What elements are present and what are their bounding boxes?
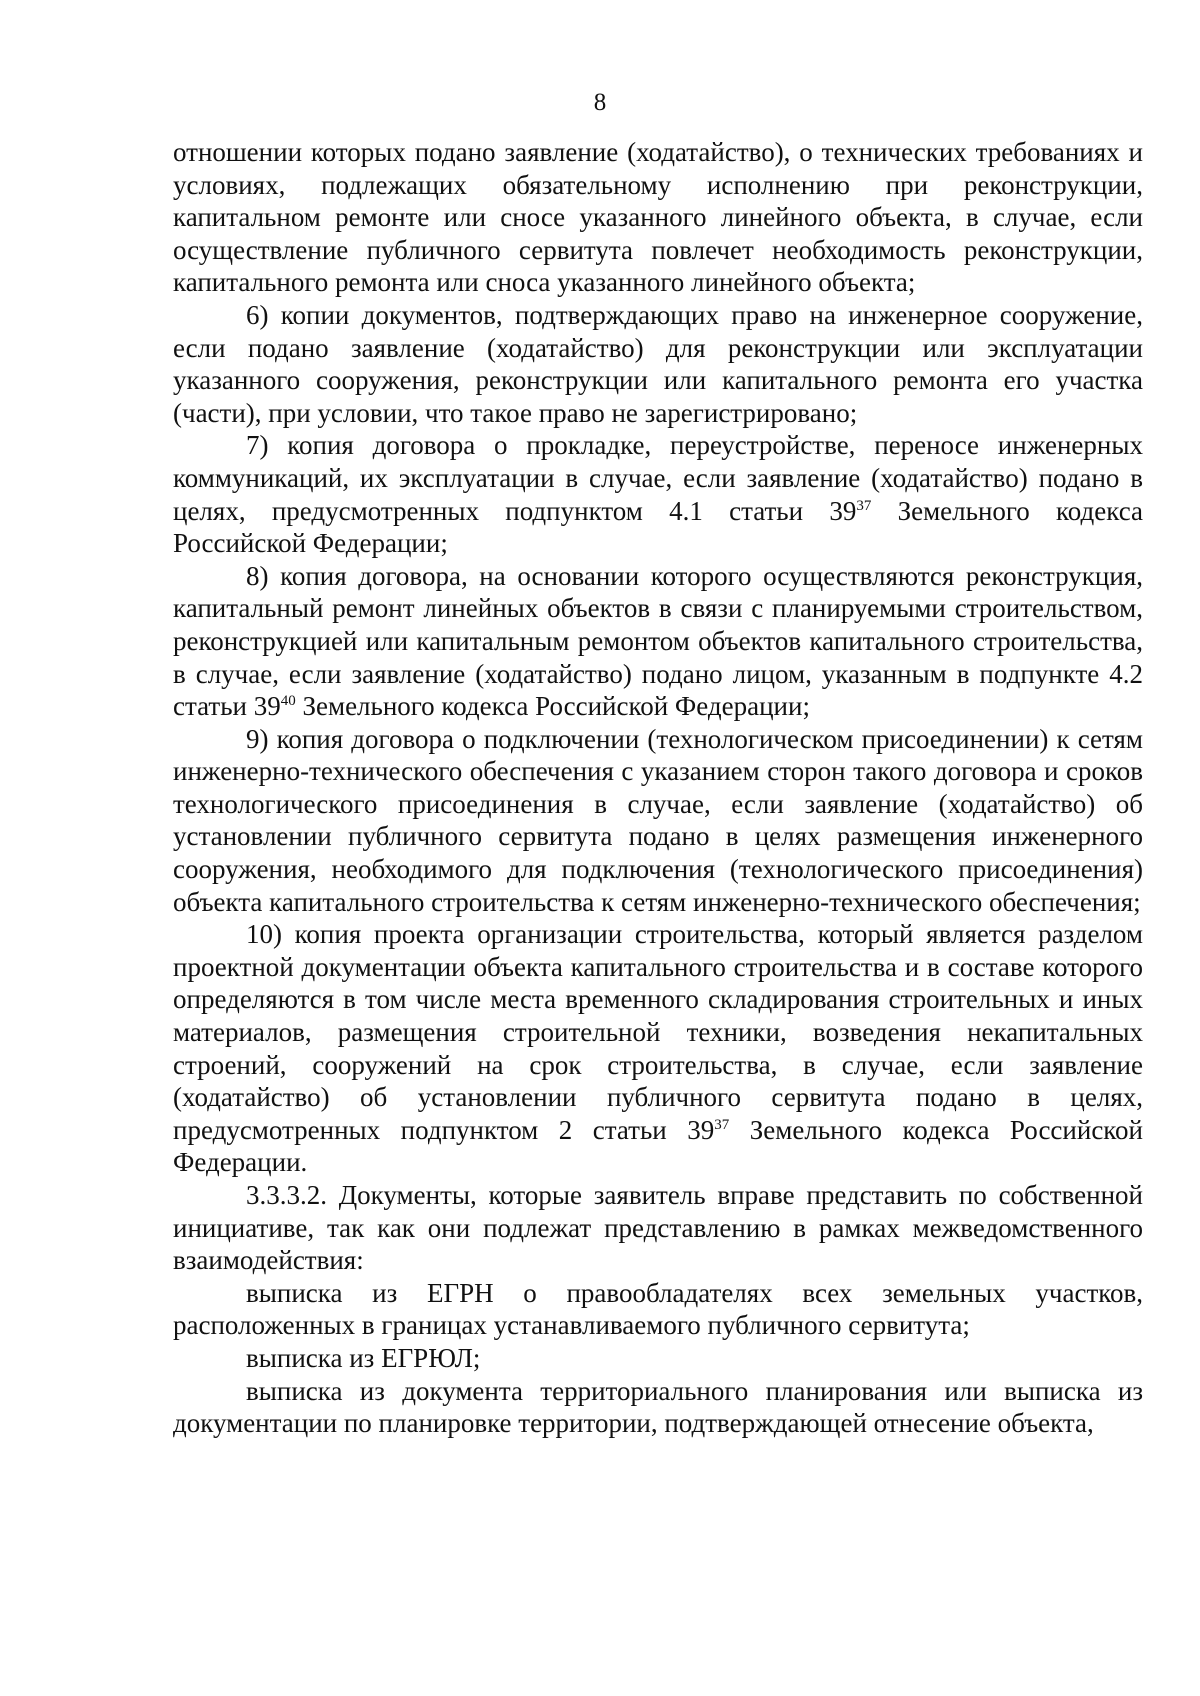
paragraph-item-8-text-end: Земельного кодекса Российской Федерации; xyxy=(295,691,810,722)
paragraph-item-10-text: 10) копия проекта организации строительства, который является разделом проектной документации объекта капитального строительства и в составе которого определяются в том числе места временного складирования строительных и иных материалов, размещения строительной техники, возведения некапитальных строений, сооружений на срок строительства, в случае, если заявление (ходатайство) об установлении публичного сервитута подано в целях, предусмотренных подпунктом 2 статьи 39 xyxy=(173,919,1143,1145)
page-number: 8 xyxy=(593,89,607,116)
paragraph-section-3-3-3-2: 3.3.3.2. Документы, которые заявитель вправе представить по собственной инициативе, так как они подлежат представлению в рамках межведомственного взаимодействия: xyxy=(173,1180,1143,1276)
paragraph-planning-extract: выписка из документа территориального планирования или выписка из документации по планировке территории, подтверждающей отнесение объекта, xyxy=(173,1375,1143,1439)
paragraph-item-8 xyxy=(173,560,1143,723)
paragraph-item-9: 9) копия договора о подключении (технологическом присоединении) к сетям инженерно-технического обеспечения с указанием сторон такого договора и сроков технологического присоединения в случае, если заявление (ходатайство) об установлении публичного сервитута подано в целях размещения инженерного сооружения, необходимого для подключения (технологического присоединения) объекта капитального строительства к сетям инженерно-технического обеспечения; xyxy=(173,723,1143,917)
paragraph-item-10 xyxy=(173,918,1143,1179)
paragraph-item-7-text-end: Земельного кодекса Российской Федерации; xyxy=(173,495,1143,559)
superscript-article-number: 40 xyxy=(280,693,296,710)
paragraph-item-10-text-end: Земельного кодекса Российской Федерации. xyxy=(173,1114,1143,1178)
superscript-article-number: 37 xyxy=(856,497,872,514)
paragraph-continuation: отношении которых подано заявление (ходатайство), о технических требованиях и условиях, подлежащих обязательному исполнению при реконструкции, капитальном ремонте или сносе указанного линейного объекта, в случае, если осуществление публичного сервитута повлечет необходимость реконструкции, капитального ремонта или сноса указанного линейного объекта; xyxy=(173,137,1143,298)
paragraph-item-7 xyxy=(173,429,1143,559)
document-body xyxy=(173,136,1143,1440)
paragraph-item-7-text: 7) копия договора о прокладке, переустройстве, переносе инженерных коммуникаций, их эксплуатации в случае, если заявление (ходатайство) подано в целях, предусмотренных подпунктом 4.1 статьи 39 xyxy=(173,430,1143,526)
paragraph-egryul-extract: выписка из ЕГРЮЛ; xyxy=(246,1342,481,1373)
paragraph-item-6: 6) копии документов, подтверждающих право на инженерное сооружение, если подано заявление (ходатайство) для реконструкции или эксплуатации указанного сооружения, реконструкции или капитального ремонта его участка (части), при условии, что такое право не зарегистрировано; xyxy=(173,299,1143,428)
superscript-article-number: 37 xyxy=(714,1116,730,1133)
paragraph-item-8-text: 8) копия договора, на основании которого осуществляются реконструкция, капитальный ремонт линейных объектов в связи с планируемыми строительством, реконструкцией или капитальным ремонтом объектов капитального строительства, в случае, если заявление (ходатайство) подано лицом, указанным в подпункте 4.2 статьи 39 xyxy=(173,560,1143,722)
paragraph-egrn-extract: выписка из ЕГРН о правообладателях всех земельных участков, расположенных в границах устанавливаемого публичного сервитута; xyxy=(173,1277,1143,1341)
